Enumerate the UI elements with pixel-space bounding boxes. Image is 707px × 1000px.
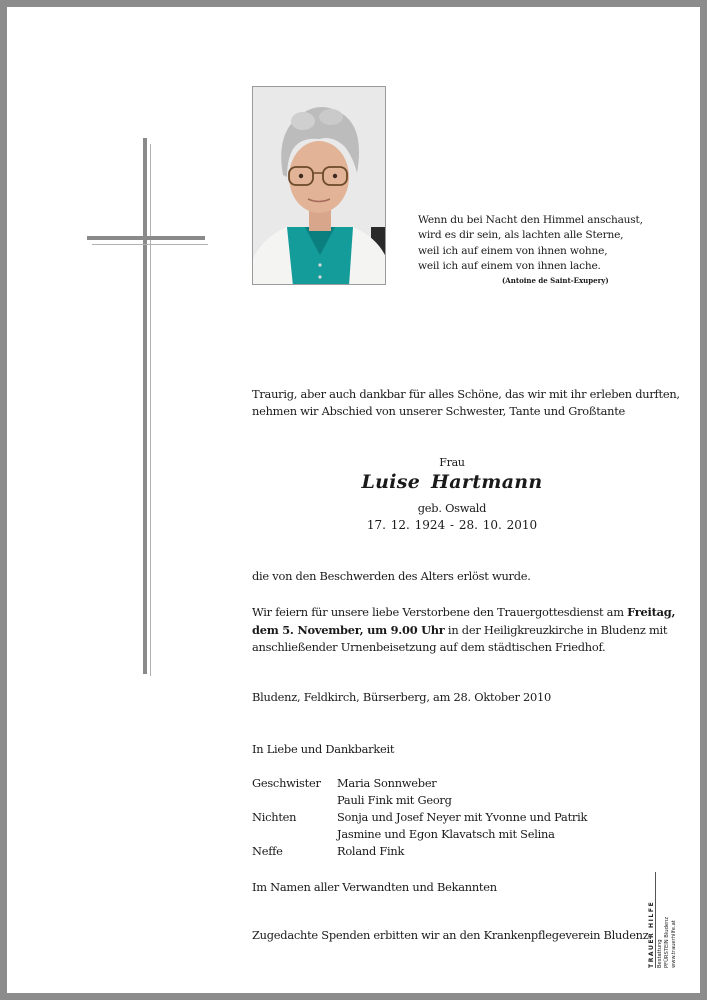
- mourner-names: Jasmine und Egon Klavatsch mit Selina: [337, 827, 555, 841]
- intro-line: Traurig, aber auch dankbar für alles Schöne, das wir mit ihr erleben durften,: [252, 387, 680, 401]
- mourner-names: Maria Sonnweber: [337, 776, 437, 790]
- service-line: [252, 622, 675, 640]
- mourner-row: [252, 826, 587, 843]
- logo-website: www.trauerhilfe.at: [671, 920, 677, 968]
- mourner-names: Roland Fink: [337, 844, 405, 858]
- poem-line: wird es dir sein, als lachten alle Sterne,: [418, 229, 624, 242]
- service-text-part: in der Heiligkreuzkirche in Bludenz mit: [444, 622, 668, 637]
- logo-line: PFÜRSTEIN Bludenz: [664, 916, 670, 968]
- poem-line: weil ich auf einem von ihnen lache.: [418, 260, 601, 273]
- mourner-relation: [252, 826, 337, 843]
- mourner-row: [252, 792, 587, 809]
- poem-author: (Antoine de Saint-Exupery): [502, 276, 609, 285]
- service-line: anschließender Urnenbeisetzung auf dem städtischen Friedhof.: [252, 640, 606, 654]
- mourner-row: [252, 843, 587, 860]
- cross-horizontal-bar: [87, 236, 205, 240]
- poem-line: weil ich auf einem von ihnen wohne,: [418, 244, 608, 257]
- deceased-dates: 17. 12. 1924 - 28. 10. 2010: [366, 518, 538, 532]
- poem-line: Wenn du bei Nacht den Himmel anschaust,: [418, 214, 643, 226]
- poem: [418, 213, 658, 275]
- all-relatives-text: Im Namen aller Verwandten und Bekannten: [252, 880, 497, 894]
- mourner-names: Sonja und Josef Neyer mit Yvonne und Patrik: [337, 810, 588, 824]
- mourner-relation: Nichten: [252, 810, 297, 824]
- mourner-names: Pauli Fink mit Georg: [337, 793, 452, 807]
- portrait-photo: [252, 86, 386, 285]
- donation-text: Zugedachte Spenden erbitten wir an den Krankenpflegeverein Bludenz.: [252, 928, 652, 942]
- deceased-born-name: geb. Oswald: [417, 501, 487, 515]
- deceased-title: Frau: [439, 456, 465, 469]
- service-day: Freitag,: [627, 605, 676, 619]
- deceased-name: Luise Hartmann: [361, 471, 543, 493]
- love-text: In Liebe und Dankbarkeit: [252, 742, 395, 756]
- funeral-home-logo: [644, 870, 684, 970]
- service-text-part: Wir feiern für unsere liebe Verstorbene den Trauergottesdienst am: [252, 605, 628, 619]
- mourner-row: [252, 775, 587, 792]
- service-text: [252, 604, 675, 657]
- cross-vertical-bar: [143, 138, 147, 674]
- mourner-relation: Geschwister: [252, 776, 321, 790]
- place-date: Bludenz, Feldkirch, Bürserberg, am 28. Oktober 2010: [252, 690, 552, 704]
- cross-vertical-shadow: [150, 144, 151, 676]
- logo-line: Bestattung: [657, 939, 663, 968]
- mourner-relation: Neffe: [252, 844, 283, 858]
- mourners-list: [252, 775, 587, 860]
- mourner-row: [252, 809, 587, 826]
- logo-brand: TRAUER HILFE: [648, 900, 655, 968]
- intro-text: [252, 386, 680, 420]
- intro-line: nehmen wir Abschied von unserer Schwester, Tante und Großtante: [252, 404, 626, 418]
- relieved-text: die von den Beschwerden des Alters erlöst wurde.: [252, 569, 531, 583]
- service-line: [252, 604, 675, 622]
- logo-divider: [655, 872, 656, 968]
- service-date-time: dem 5. November, um 9.00 Uhr: [252, 622, 445, 637]
- mourner-relation: [252, 792, 337, 809]
- cross-horizontal-shadow: [92, 244, 208, 245]
